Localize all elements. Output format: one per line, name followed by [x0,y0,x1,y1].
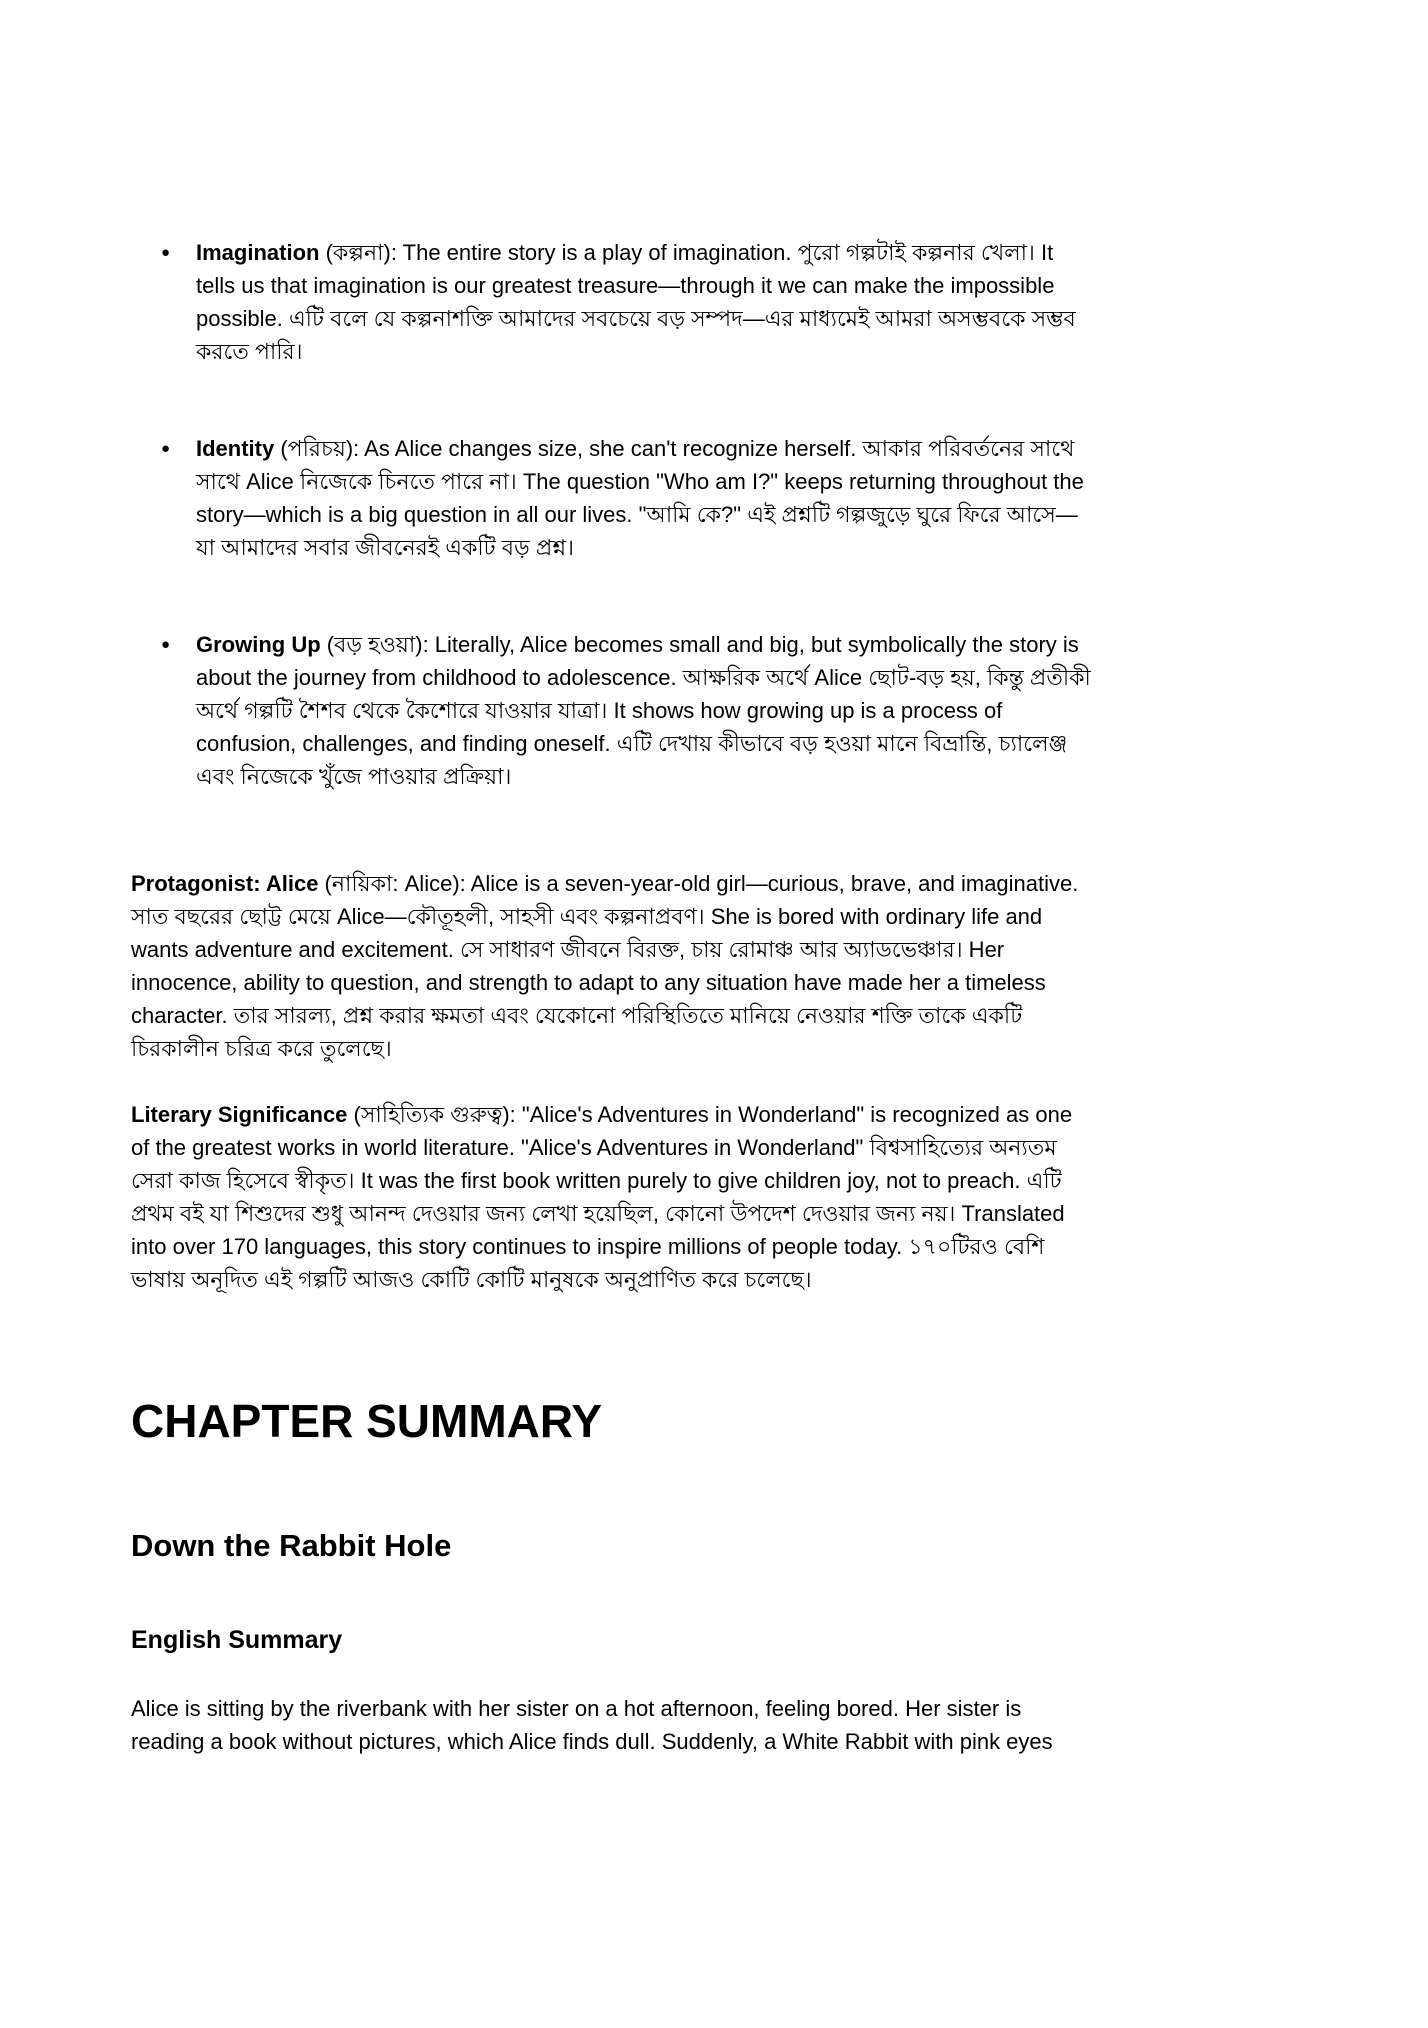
theme-title: Identity [196,436,275,461]
theme-body: (বড় হওয়া): Literally, Alice becomes small and big, but symbolically the story is about the journey from childhood to adolescence. আক্ষরিক অর্থে Alice ছোট-বড় হয়, কিন্তু প্রতীকী অর্থে গল্পটি শৈশব থেকে কৈশোরে যাওয়ার যাত্রা। It shows how growing up is a process of confusion, challenges, and finding oneself. এটি দেখায় কীভাবে বড় হওয়া মানে বিভ্রান্তি, চ্যালেঞ্জ এবং নিজেকে খুঁজে পাওয়ার প্রক্রিয়া। [196,632,1091,789]
paragraph-protagonist [131,867,1093,1065]
chapter-summary-heading: CHAPTER SUMMARY [131,1395,603,1447]
theme-title: Imagination [196,240,320,265]
theme-text [196,236,1093,368]
bullet-icon: ● [161,244,171,261]
paragraph-body: (নায়িকা: Alice): Alice is a seven-year-old girl—curious, brave, and imaginative. সাত বছরের ছোট্ট মেয়ে Alice—কৌতূহলী, সাহসী এবং কল্পনাপ্রবণ। She is bored with ordinary life and wants adventure and excitement. সে সাধারণ জীবনে বিরক্ত, চায় রোমাঞ্চ আর অ্যাডভেঞ্চার। Her innocence, ability to question, and strength to adapt to any situation have made her a timeless character. তার সারল্য, প্রশ্ন করার ক্ষমতা এবং যেকোনো পরিস্থিতিতে মানিয়ে নেওয়ার শক্তি তাকে একটি চিরকালীন চরিত্র করে তুলেছে। [131,871,1079,1061]
themes-list [131,236,1093,793]
list-item-imagination [131,236,1093,368]
bullet-icon: ● [161,440,171,457]
paragraph-english-summary: Alice is sitting by the riverbank with her sister on a hot afternoon, feeling bored. Her sister is reading a book without pictures, which Alice finds dull. Suddenly, a White Rabbit with pink eyes [131,1696,1053,1754]
theme-text [196,432,1093,564]
list-item-identity [131,432,1093,564]
english-summary-heading: English Summary [131,1626,343,1654]
paragraph-lead: Literary Significance [131,1102,348,1127]
theme-title: Growing Up [196,632,321,657]
paragraph-literary-significance [131,1098,1093,1296]
theme-text [196,628,1093,793]
paragraph-lead: Protagonist: Alice [131,871,319,896]
theme-body: (পরিচয়): As Alice changes size, she can't recognize herself. আকার পরিবর্তনের সাথে সাথে Alice নিজেকে চিনতে পারে না। The question "Who am I?" keeps returning throughout the story—which is a big question in all our lives. "আমি কে?" এই প্রশ্নটি গল্পজুড়ে ঘুরে ফিরে আসে—যা আমাদের সবার জীবনেরই একটি বড় প্রশ্ন। [196,436,1084,560]
document-content [131,236,1093,1758]
paragraph-body: (সাহিত্যিক গুরুত্ব): "Alice's Adventures in Wonderland" is recognized as one of the greatest works in world literature. "Alice's Adventures in Wonderland" বিশ্বসাহিত্যের অন্যতম সেরা কাজ হিসেবে স্বীকৃত। It was the first book written purely to give children joy, not to preach. এটি প্রথম বই যা শিশুদের শুধু আনন্দ দেওয়ার জন্য লেখা হয়েছিল, কোনো উপদেশ দেওয়ার জন্য নয়। Translated into over 170 languages, this story continues to inspire millions of people today. ১৭০টিরও বেশি ভাষায় অনূদিত এই গল্পটি আজও কোটি কোটি মানুষকে অনুপ্রাণিত করে চলেছে। [131,1102,1073,1292]
list-item-growing-up [131,628,1093,793]
theme-body: (কল্পনা): The entire story is a play of imagination. পুরো গল্পটাই কল্পনার খেলা। It tells us that imagination is our greatest treasure—through it we can make the impossible possible. এটি বলে যে কল্পনাশক্তি আমাদের সবচেয়ে বড় সম্পদ—এর মাধ্যমেই আমরা অসম্ভবকে সম্ভব করতে পারি। [196,240,1076,364]
bullet-icon: ● [161,636,171,653]
down-the-rabbit-hole-heading: Down the Rabbit Hole [131,1528,452,1563]
